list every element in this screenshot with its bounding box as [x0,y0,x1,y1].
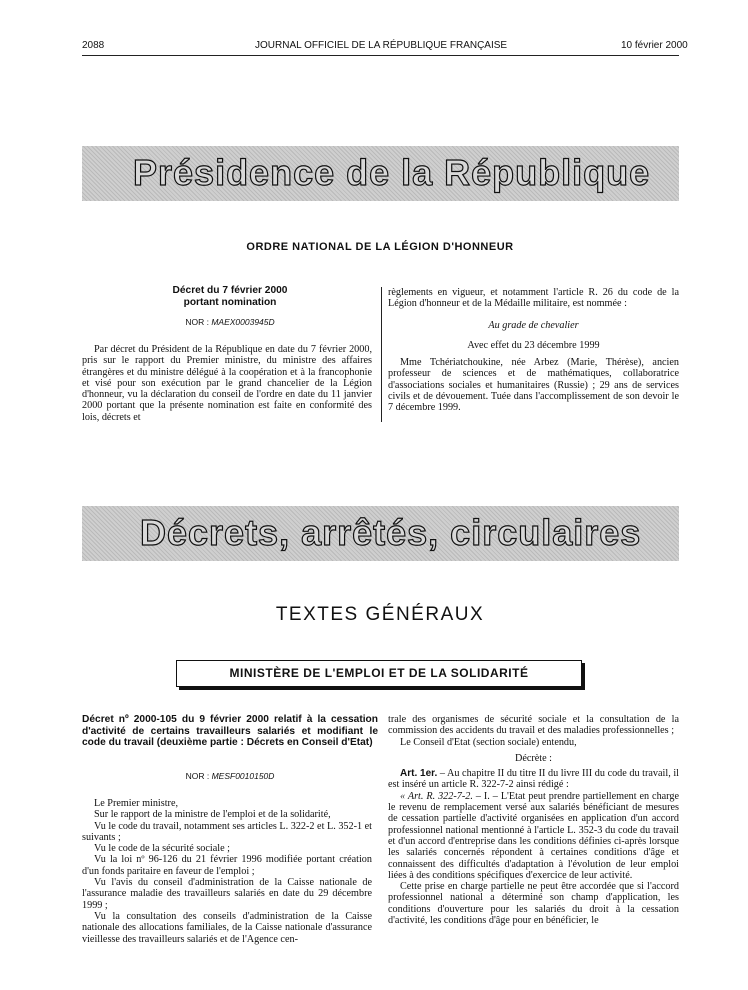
decree-1-left-text [82,344,372,423]
right-last-paragraph: Cette prise en charge partielle ne peut être accordée que si l'accord professionnel national a déterminé son champ d'application, les conditions d'ouverture pour les salariés du droit à la cessation d'activité, les conditions d'âge pour en bénéficier, le [388,881,679,927]
nor-code: MAEX0003945D [211,317,275,327]
decree-2-right-text [388,714,679,926]
decree-1-title [82,285,378,308]
legion-honneur-heading: ORDRE NATIONAL DE LA LÉGION D'HONNEUR [246,241,514,253]
textes-generaux-heading: TEXTES GÉNÉRAUX [275,604,485,625]
decrets-banner-text: Décrets, arrêtés, circulaires [140,512,642,553]
journal-title: JOURNAL OFFICIEL DE LA RÉPUBLIQUE FRANÇAISE [255,40,508,51]
decree-1-right-text [388,287,679,414]
decree-1-title-line1: Décret du 7 février 2000 [172,285,288,296]
article-r-322-7-2 [388,791,679,881]
right-paragraph-1: trale des organismes de sécurité sociale et la consultation de la commission des accidents du travail et des maladies professionnelles ; [388,714,679,737]
left-paragraph: Vu le code du travail, notamment ses articles L. 322-2 et L. 352-1 et suivants ; [82,820,372,843]
left-paragraph: Sur le rapport de la ministre de l'emploi et de la solidarité, [94,809,331,821]
article-r-label: « Art. R. 322-7-2. [400,790,473,802]
issue-date: 10 février 2000 [621,40,688,51]
left-paragraph: Vu la consultation des conseils d'administration de la Caisse nationale des allocations familiales, de la Caisse nationale d'assurance vieillesse des travailleurs salariés et de l'Agence cen- [82,910,372,945]
decrete-line: Décrète : [514,752,553,764]
ministry-title: MINISTÈRE DE L'EMPLOI ET DE LA SOLIDARITÉ [229,666,529,680]
decree-2-left-text [82,798,372,945]
grade-line: Au grade de chevalier [488,319,579,331]
decree-2-nor [82,771,378,781]
nor-label: NOR : [185,317,209,327]
article-1 [388,768,679,791]
presidence-banner-text: Présidence de la République [133,152,651,193]
decrets-banner [82,506,679,561]
presidence-banner [82,146,679,201]
article-1-text: – Au chapitre II du titre II du livre III du code du travail, il est inséré un article R. 322-7-2 ainsi rédigé : [388,768,679,791]
article-1-label: Art. 1er. [400,768,438,780]
ministry-box [176,660,582,687]
right-paragraph-2: Le Conseil d'Etat (section sociale) entendu, [400,736,577,748]
left-paragraph: Vu le code de la sécurité sociale ; [94,843,231,855]
nor-label: NOR : [185,771,210,781]
header-rule [82,55,679,56]
column-divider-1 [381,287,382,422]
decree-1-preamble: Par décret du Président de la République en date du 7 février 2000, pris sur le rapport du Premier ministre, du ministre des affaires étrangères et du ministre délégué à la coopération et à la francophonie et visé pour son exécution par le grand chancelier de la Légion d'honneur, vu la déclaration du conseil de l'ordre en date du 11 janvier 2000 portant que la présente nomination est faite en conformité des lois, décrets et [82,344,372,423]
decree-1-regulations: règlements en vigueur, et notamment l'article R. 26 du code de la Légion d'honneur et de la Médaille militaire, est nommée : [388,287,679,310]
decree-1-nor [82,317,378,327]
decree-2-title: Décret nº 2000-105 du 9 février 2000 relatif à la cessation d'activité de certains travailleurs salariés et modifiant le code du travail (deuxième partie : Décrets en Conseil d'Etat) [82,714,378,748]
left-paragraph: Vu l'avis du conseil d'administration de la Caisse nationale de l'assurance maladie des travailleurs salariés en date du 29 décembre 1999 ; [82,877,372,911]
left-paragraph: Vu la loi nº 96-126 du 21 février 1996 modifiée portant création d'un fonds paritaire en faveur de l'emploi ; [82,854,372,877]
page-number: 2088 [82,40,105,51]
nor-code: MESF0010150D [211,771,275,781]
decree-1-title-line2: portant nomination [183,296,277,308]
left-paragraph: Le Premier ministre, [94,798,179,809]
nominee-paragraph: Mme Tchériatchoukine, née Arbez (Marie, Thérèse), ancien professeur de sciences et de mathématiques, collaboratrice d'associations sociales et humanitaires (Russie) ; 29 ans de services civils et de dévouement. Tuée dans l'accomplissement de son devoir le 7 décembre 1999. [388,357,679,414]
article-r-text: – I. – L'Etat peut prendre partiellement en charge le revenu de remplacement versé aux salariés bénéficiant de mesures de cessation partielle d'activité organisées en application d'un accord professionnel national mentionné à l'article L. 352-3 du code du travail et d'un accord d'entreprise dans les conditions définies ci-après lorsque les salariés concernés répondent à certaines conditions d'âge et connaissent des difficultés d'adaptation à l'évolution de leur emploi liées à des conditions spécifiques d'exercice de leur activité. [388,790,680,881]
effect-line: Avec effet du 23 décembre 1999 [467,339,600,351]
